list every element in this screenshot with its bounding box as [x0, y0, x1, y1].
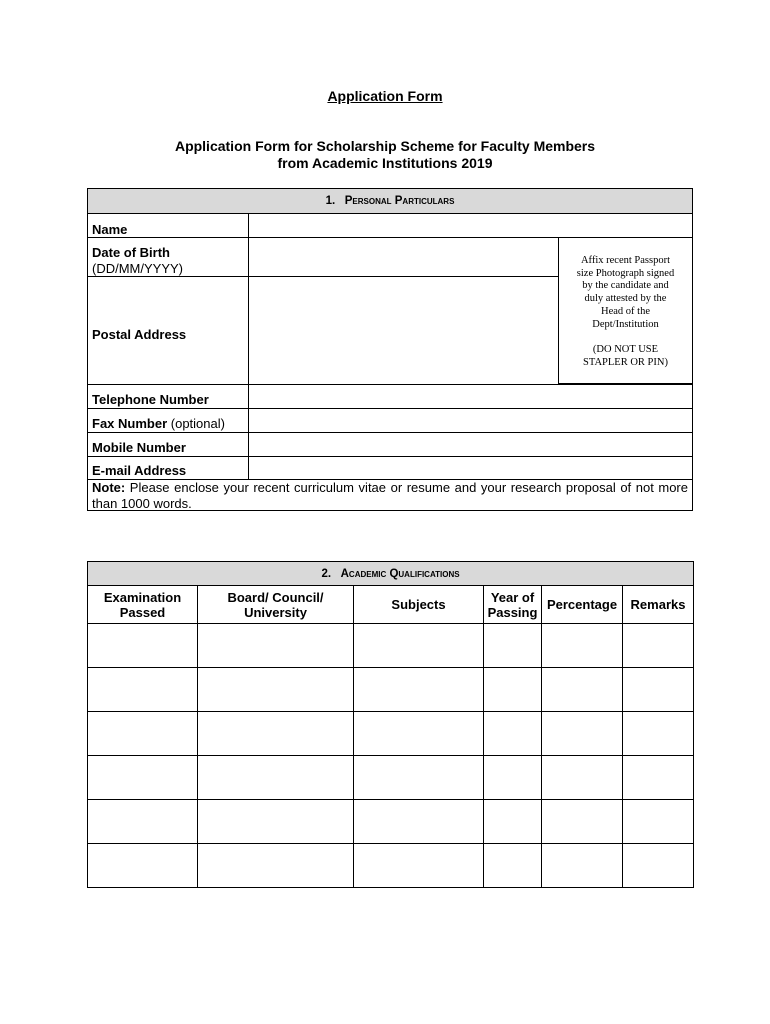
section-2-header	[88, 562, 694, 586]
note-label: Note:	[92, 480, 126, 495]
note-text: Please enclose your recent curriculum vitae or resume and your research proposal of not more than 1000 words.	[92, 480, 688, 511]
photo-instruction-line-5: Head of the	[601, 305, 650, 317]
dob-field[interactable]	[249, 238, 557, 276]
table-cell[interactable]	[354, 624, 484, 668]
photo-warning-line-1: (DO NOT USE	[592, 343, 659, 355]
col-header-examination-line-1: Examination	[103, 589, 182, 605]
form-subtitle	[0, 138, 770, 172]
section-2-number: 2.	[321, 567, 332, 580]
col-header-board	[198, 586, 354, 624]
photo-instruction-line-1: Affix recent Passport	[580, 255, 671, 266]
table-cell[interactable]	[542, 756, 623, 800]
table-row	[88, 756, 694, 800]
table-cell[interactable]	[484, 800, 542, 844]
table-cell[interactable]	[542, 712, 623, 756]
mobile-field[interactable]	[249, 433, 692, 456]
table-row	[88, 624, 694, 668]
table-cell[interactable]	[623, 712, 694, 756]
table-cell[interactable]	[88, 712, 198, 756]
email-label: E-mail Address	[92, 463, 187, 478]
table-cell[interactable]	[198, 800, 354, 844]
section-1-header	[87, 188, 693, 214]
photo-instruction-line-6: Dept/Institution	[592, 318, 659, 330]
table-cell[interactable]	[88, 800, 198, 844]
table-cell[interactable]	[542, 624, 623, 668]
table-cell[interactable]	[354, 844, 484, 888]
postal-address-field[interactable]	[249, 277, 557, 384]
name-field[interactable]	[249, 215, 692, 237]
email-field[interactable]	[249, 457, 692, 479]
table-cell[interactable]	[623, 756, 694, 800]
table-cell[interactable]	[354, 756, 484, 800]
table-row	[88, 800, 694, 844]
table-cell[interactable]	[484, 624, 542, 668]
table-cell[interactable]	[354, 668, 484, 712]
section-1-number: 1.	[325, 195, 336, 207]
fax-label-text: Fax Number	[92, 416, 168, 431]
col-header-board-line-1: Board/ Council/	[227, 589, 324, 605]
passport-photo-box	[558, 237, 693, 384]
table-cell[interactable]	[542, 800, 623, 844]
table-cell[interactable]	[623, 668, 694, 712]
table-cell[interactable]	[198, 624, 354, 668]
table-row	[88, 668, 694, 712]
page-title: Application Form	[327, 88, 443, 104]
table-cell[interactable]	[198, 668, 354, 712]
name-label: Name	[92, 222, 128, 237]
section-2-heading: Academic Qualifications	[340, 567, 460, 580]
dob-label-text: Date of Birth	[92, 245, 170, 260]
dob-format: (DD/MM/YYYY)	[92, 260, 183, 276]
table-cell[interactable]	[542, 844, 623, 888]
dob-label	[87, 245, 183, 276]
col-header-year	[484, 586, 542, 624]
table-cell[interactable]	[88, 624, 198, 668]
table-cell[interactable]	[198, 756, 354, 800]
table-cell[interactable]	[542, 668, 623, 712]
col-header-examination	[88, 586, 198, 624]
col-header-subjects: Subjects	[354, 586, 484, 624]
photo-instruction-line-2: size Photograph signed	[576, 267, 675, 279]
table-cell[interactable]	[88, 844, 198, 888]
mobile-label: Mobile Number	[92, 440, 186, 455]
col-header-year-line-1: Year of	[490, 589, 535, 605]
col-header-board-line-2: University	[244, 604, 307, 620]
table-cell[interactable]	[484, 756, 542, 800]
col-header-remarks: Remarks	[623, 586, 694, 624]
table-cell[interactable]	[354, 712, 484, 756]
table-cell[interactable]	[623, 624, 694, 668]
table-row	[88, 712, 694, 756]
col-header-percentage: Percentage	[542, 586, 623, 624]
table-cell[interactable]	[484, 844, 542, 888]
personal-particulars-section	[87, 188, 693, 511]
postal-address-label: Postal Address	[92, 327, 187, 342]
table-cell[interactable]	[623, 844, 694, 888]
telephone-label: Telephone Number	[92, 392, 209, 407]
cv-note	[87, 480, 693, 511]
photo-instruction-line-3: by the candidate and	[582, 280, 669, 292]
fax-label	[87, 416, 225, 431]
table-cell[interactable]	[354, 800, 484, 844]
table-cell[interactable]	[88, 668, 198, 712]
col-header-examination-line-2: Passed	[119, 604, 166, 620]
subtitle-line-1: Application Form for Scholarship Scheme for Faculty Members	[174, 138, 596, 154]
table-cell[interactable]	[484, 668, 542, 712]
academic-qualifications-table	[87, 561, 694, 888]
table-cell[interactable]	[623, 800, 694, 844]
academic-qualifications-section	[87, 561, 693, 889]
fax-optional: (optional)	[170, 416, 225, 431]
photo-warning-line-2: STAPLER OR PIN)	[583, 356, 668, 368]
table-row	[88, 844, 694, 888]
table-cell[interactable]	[484, 712, 542, 756]
section-1-heading: Personal Particulars	[344, 195, 455, 207]
subtitle-line-2: from Academic Institutions 2019	[277, 155, 493, 171]
table-cell[interactable]	[198, 712, 354, 756]
col-header-year-line-2: Passing	[487, 604, 538, 620]
telephone-field[interactable]	[249, 385, 692, 408]
table-cell[interactable]	[88, 756, 198, 800]
fax-field[interactable]	[249, 409, 692, 432]
photo-instruction-line-4: duly attested by the	[584, 293, 667, 305]
table-cell[interactable]	[198, 844, 354, 888]
